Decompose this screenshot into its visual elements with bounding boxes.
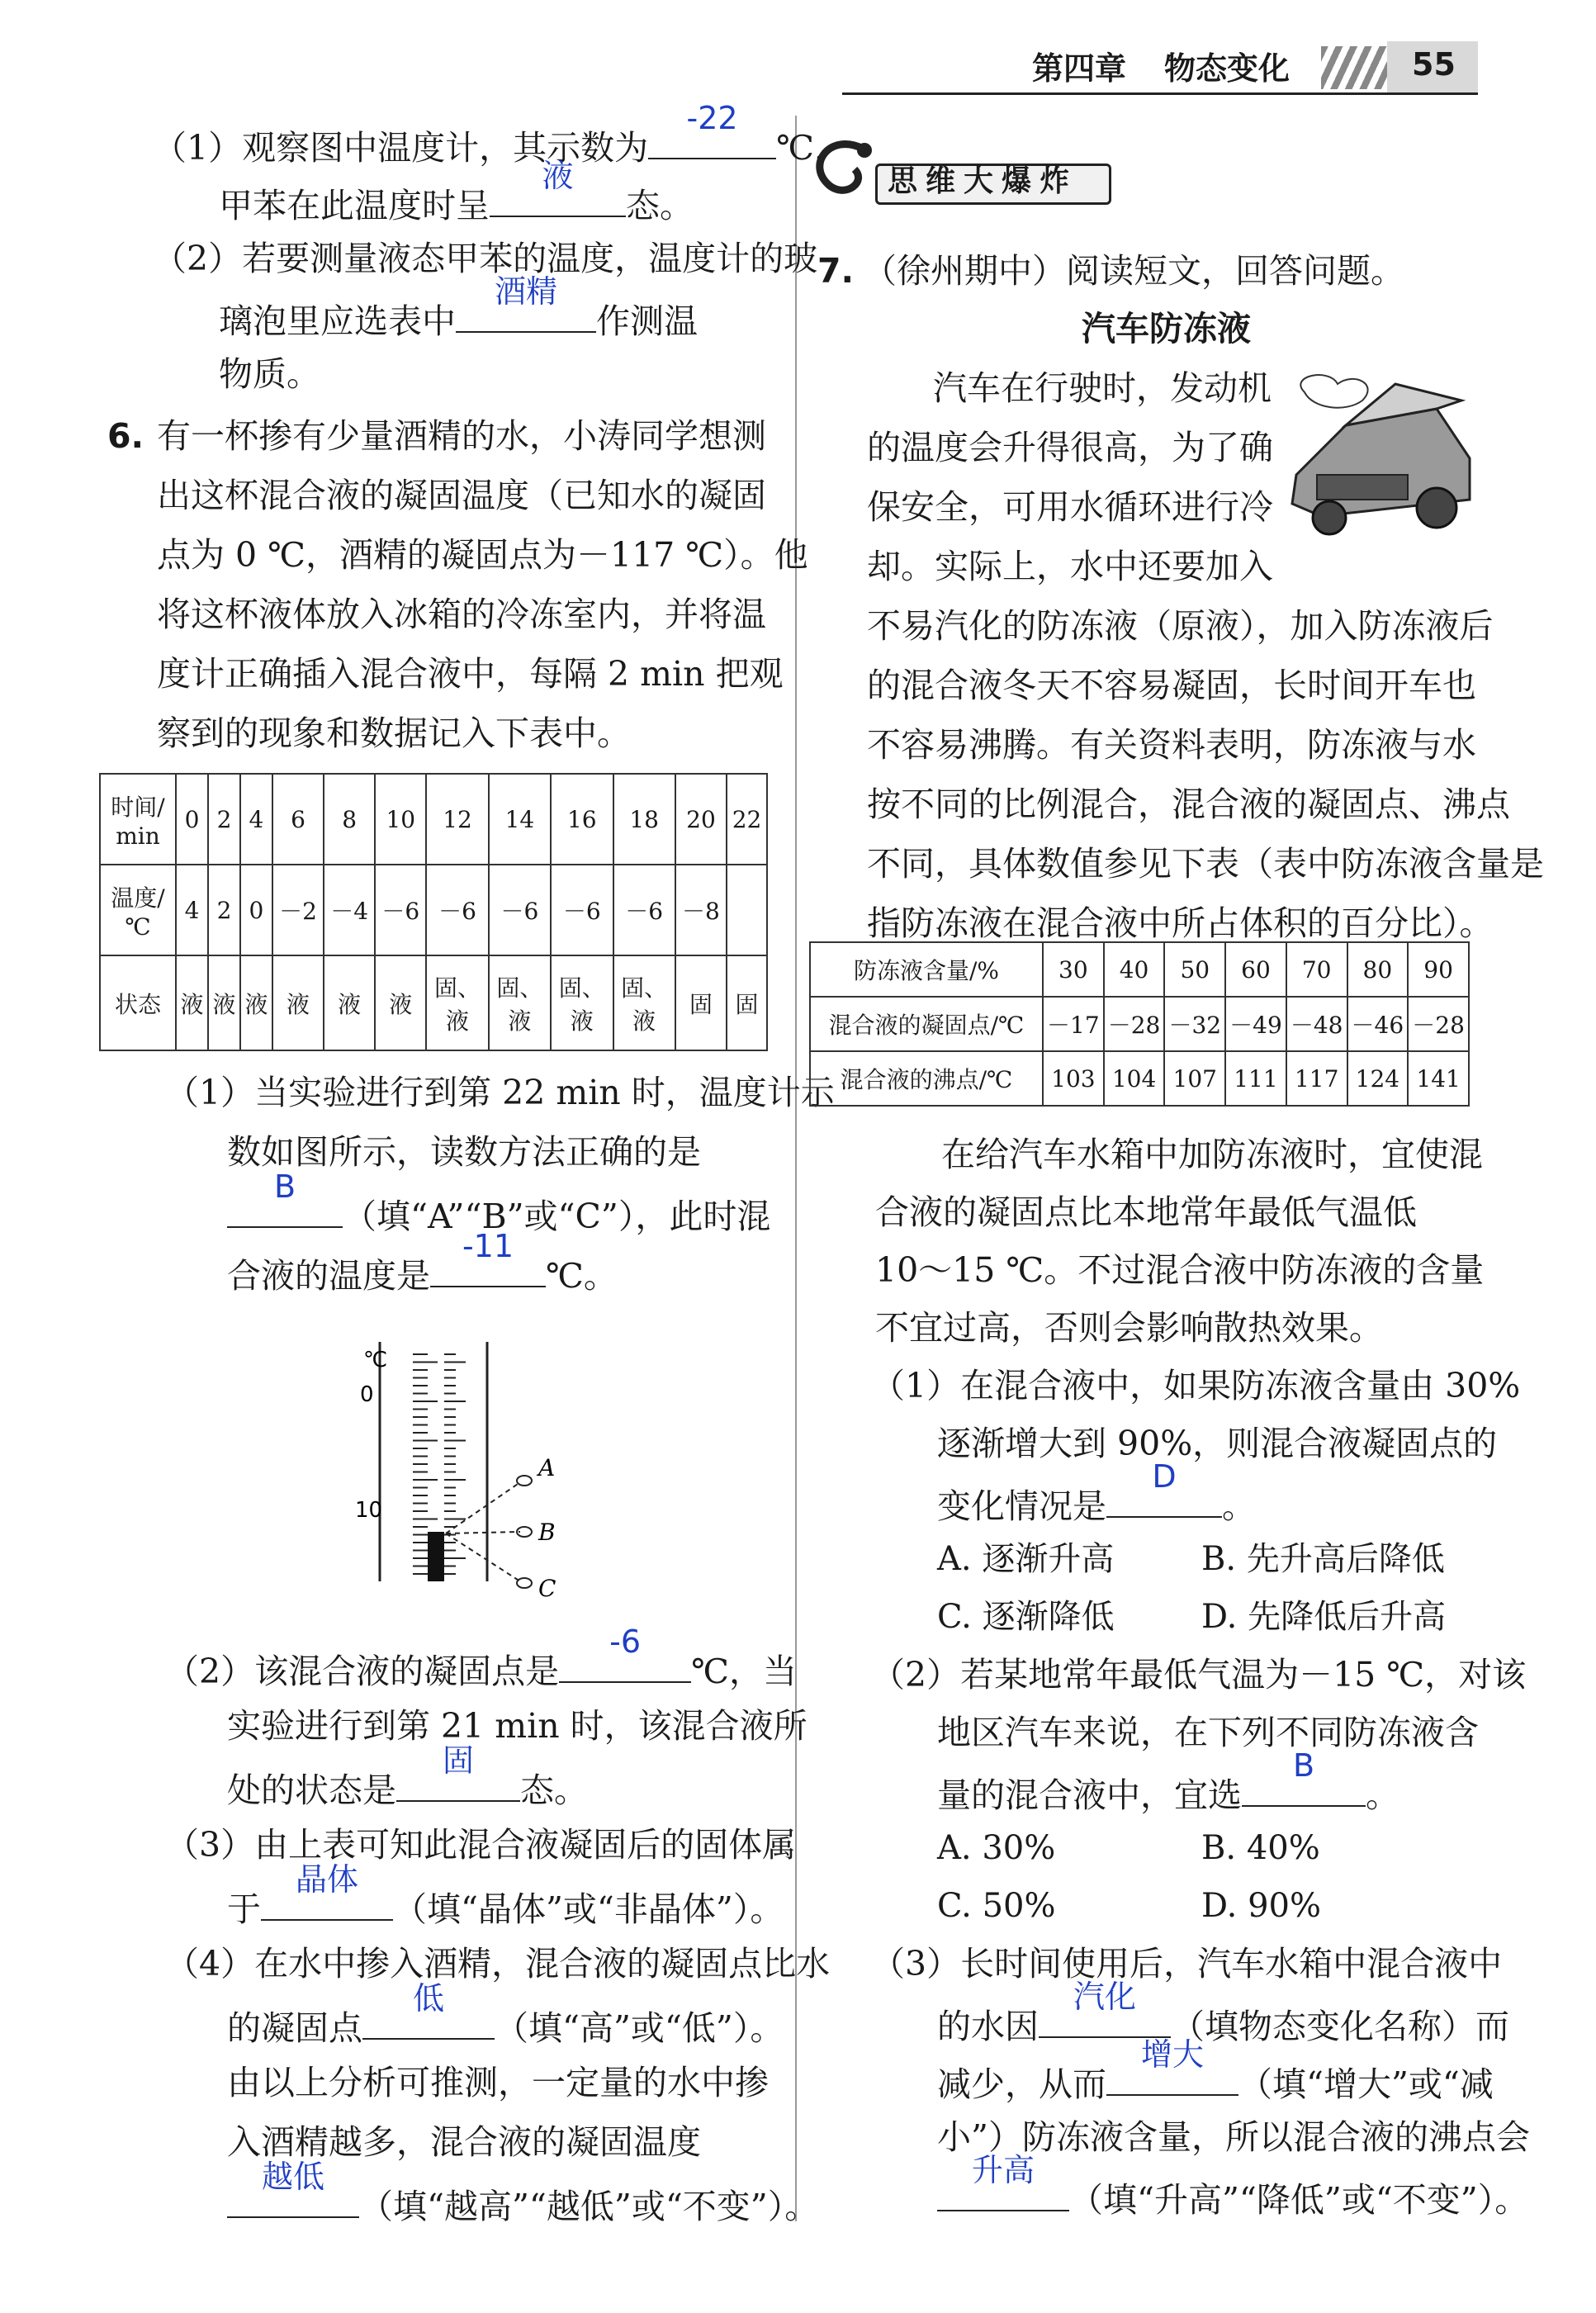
state-cell-1-text-0: 液 xyxy=(212,990,236,1018)
q6-s1-d-text: 合液的温度是 xyxy=(227,1256,430,1296)
table-row xyxy=(100,955,767,1050)
q7-para1-9: 指防冻液在混合液中所占体积的百分比）。 xyxy=(867,903,1494,943)
q5-p1b-line xyxy=(219,158,694,229)
liquid-column xyxy=(428,1532,444,1581)
table-row xyxy=(810,1051,1469,1106)
q7-s1-a: （1）在混合液中，如果防冻液含量由 30% xyxy=(871,1366,1521,1405)
q5-p2b-text: 璃泡里应选表中 xyxy=(219,301,456,341)
state-cell-6-text-1: 液 xyxy=(446,1007,470,1035)
temp-cell-1 xyxy=(208,865,240,955)
state-cell-5 xyxy=(375,955,426,1050)
freeze-cell-5-text-0: －46 xyxy=(1351,1012,1404,1039)
row-label-content xyxy=(810,942,1043,997)
temp-cell-3-text-0: －2 xyxy=(279,898,317,925)
eye-c-icon xyxy=(517,1578,532,1588)
column-divider xyxy=(795,116,797,2221)
q6-s4-b-line xyxy=(227,1980,784,2051)
thermo-unit-label: ℃ xyxy=(363,1348,388,1372)
state-cell-9-text-1: 液 xyxy=(632,1007,656,1035)
q7-para1-6: 不容易沸腾。有关资料表明，防冻液与水 xyxy=(867,725,1476,765)
q7-intro: （徐州期中）阅读短文，回答问题。 xyxy=(863,251,1404,291)
time-cell-1 xyxy=(208,774,240,865)
q6-stem-5: 察到的现象和数据记入下表中。 xyxy=(157,713,631,753)
thermo-label-c: C xyxy=(538,1575,556,1598)
content-cell-4-text-0: 70 xyxy=(1301,955,1332,983)
thermo-label-b: B xyxy=(538,1519,556,1546)
q5-p1-end: ℃， xyxy=(776,128,848,168)
q6-stem-4: 度计正确插入混合液中，每隔 2 min 把观 xyxy=(157,654,784,694)
row-label-temp-text-0: 温度/ xyxy=(111,884,165,912)
q7-s3-a: （3）长时间使用后，汽车水箱中混合液中 xyxy=(871,1944,1503,1984)
banner-text: 思维大爆炸 xyxy=(888,164,1078,198)
q5-p1-text: （1）观察图中温度计，其示数为 xyxy=(153,128,649,168)
row-label-temp xyxy=(100,865,176,955)
q7-s1-option-d[interactable]: D. 先降低后升高 xyxy=(1201,1598,1447,1636)
temp-cell-10-text-0: －8 xyxy=(682,898,720,925)
boil-cell-5-text-0: 124 xyxy=(1355,1064,1400,1093)
time-cell-1-text-0: 2 xyxy=(216,805,232,833)
q7-s1-answer: D xyxy=(1152,1458,1177,1495)
header-underline xyxy=(842,92,1478,95)
q7-s1-option-b[interactable]: B. 先升高后降低 xyxy=(1201,1540,1445,1578)
time-cell-10-text-0: 20 xyxy=(686,805,716,833)
content-cell-5 xyxy=(1347,942,1409,997)
q7-data-table xyxy=(809,941,1470,1107)
q6-s2-c-end: 态。 xyxy=(520,1770,588,1810)
thermo-tick-0-label: 0 xyxy=(360,1382,374,1407)
q6-s2-a-text: （2）该混合液的凝固点是 xyxy=(165,1652,560,1691)
freeze-cell-2 xyxy=(1164,997,1225,1051)
state-cell-7-text-0: 固、 xyxy=(496,974,543,1002)
boil-cell-4 xyxy=(1286,1051,1347,1106)
q6-s4-answer: 低 xyxy=(412,1980,444,2017)
q7-s3-b-end: （填物态变化名称）而 xyxy=(1171,2007,1509,2046)
q6-s1-c-end: （填“A”“B”或“C”），此时混 xyxy=(343,1197,771,1236)
time-cell-7 xyxy=(489,774,551,865)
q5-p1b-end: 态。 xyxy=(626,186,694,225)
q6-s1-d-answer: -11 xyxy=(462,1228,514,1264)
q7-s3-answer: 汽化 xyxy=(1073,1979,1136,2015)
q7-para1-5: 的混合液冬天不容易凝固，长时间开车也 xyxy=(867,666,1476,705)
time-cell-8 xyxy=(551,774,613,865)
content-cell-2-text-0: 50 xyxy=(1180,955,1210,983)
boil-cell-4-text-0: 117 xyxy=(1294,1064,1339,1093)
state-cell-0 xyxy=(176,955,208,1050)
q5-p2c-line: 物质。 xyxy=(219,354,320,394)
table-row xyxy=(810,942,1469,997)
content-cell-1-text-0: 40 xyxy=(1119,955,1149,983)
time-cell-5-text-0: 10 xyxy=(386,805,416,833)
time-cell-2-text-0: 4 xyxy=(249,805,264,833)
q7-s2-option-c[interactable]: C. 50% xyxy=(937,1887,1056,1925)
car-wheel-rear xyxy=(1417,488,1456,528)
boil-cell-0 xyxy=(1043,1051,1104,1106)
time-cell-3 xyxy=(272,774,324,865)
q6-s4-blank[interactable] xyxy=(362,1980,495,2040)
q7-s3-e-answer: 升高 xyxy=(971,2152,1035,2188)
temp-cell-10 xyxy=(675,865,727,955)
q5-p1-blank[interactable] xyxy=(648,100,776,159)
time-cell-6 xyxy=(426,774,488,865)
q6-s4-b-end: （填“高”或“低”）。 xyxy=(495,2008,784,2048)
q7-s3-e-end: （填“升高”“降低”或“不变”）。 xyxy=(1069,2180,1529,2220)
q6-stem-1: 出这杯混合液的凝固温度（已知水的凝固 xyxy=(157,476,766,515)
q7-article-title: 汽车防冻液 xyxy=(1082,309,1251,348)
freeze-cell-4 xyxy=(1286,997,1347,1051)
time-cell-4 xyxy=(324,774,375,865)
q6-s1-b: 数如图所示，读数方法正确的是 xyxy=(227,1132,701,1172)
row-label-temp-text-1: ℃ xyxy=(125,912,151,941)
q7-s3-c-line xyxy=(937,2036,1494,2107)
q7-s2-answer: B xyxy=(1292,1747,1315,1784)
q6-s3-answer: 晶体 xyxy=(295,1861,358,1898)
time-cell-10 xyxy=(675,774,727,865)
boil-cell-2 xyxy=(1164,1051,1225,1106)
q6-s2-c-line xyxy=(227,1742,588,1813)
q7-s1-c-text: 变化情况是 xyxy=(937,1486,1106,1526)
q6-number: 6. xyxy=(107,416,144,456)
q7-s1-option-a[interactable]: A. 逐渐升高 xyxy=(937,1540,1115,1578)
content-cell-6 xyxy=(1408,942,1469,997)
freeze-cell-6 xyxy=(1408,997,1469,1051)
q7-para1-4: 不易汽化的防冻液（原液），加入防冻液后 xyxy=(867,606,1494,646)
q6-s3-b-line xyxy=(227,1861,784,1932)
freeze-cell-0-text-0: －17 xyxy=(1047,1012,1100,1039)
temp-cell-0 xyxy=(176,865,208,955)
q7-s3-c-blank[interactable] xyxy=(1106,2036,1238,2096)
time-cell-3-text-0: 6 xyxy=(291,805,305,833)
q6-s4-d: 入酒精越多，混合液的凝固温度 xyxy=(227,2122,701,2162)
freeze-cell-5 xyxy=(1347,997,1409,1051)
content-cell-3 xyxy=(1225,942,1286,997)
steam-cloud xyxy=(1300,375,1367,408)
q5-p2-line: （2）若要测量液态甲苯的温度，温度计的玻 xyxy=(153,239,818,278)
content-cell-4 xyxy=(1286,942,1347,997)
temp-cell-11 xyxy=(727,865,767,955)
car-illustration xyxy=(1272,367,1478,549)
q6-stem-0: 有一杯掺有少量酒精的水，小涛同学想测 xyxy=(157,416,766,456)
car-grille xyxy=(1317,475,1408,500)
table-row xyxy=(100,865,767,955)
q7-s3-c-end: （填“增大”或“减 xyxy=(1238,2064,1494,2104)
q7-para1-0: 汽车在行驶时，发动机 xyxy=(933,368,1272,408)
content-cell-0-text-0: 30 xyxy=(1058,955,1088,983)
state-cell-10 xyxy=(675,955,727,1050)
row-label-state-text-0: 状态 xyxy=(114,990,161,1018)
table-row xyxy=(810,997,1469,1051)
q7-para1-2: 保安全，可用水循环进行冷 xyxy=(867,487,1273,527)
q7-s2-b: 地区汽车来说，在下列不同防冻液含 xyxy=(937,1713,1479,1752)
boil-cell-5 xyxy=(1347,1051,1409,1106)
boil-cell-6 xyxy=(1408,1051,1469,1106)
q6-s3-b-text: 于 xyxy=(227,1889,261,1929)
q7-number: 7. xyxy=(817,251,855,291)
boil-cell-3 xyxy=(1225,1051,1286,1106)
row-label-state xyxy=(100,955,176,1050)
q6-s4-e-blank[interactable] xyxy=(227,2159,359,2218)
time-cell-7-text-0: 14 xyxy=(504,805,535,833)
q7-s3-c-answer: 增大 xyxy=(1140,2036,1204,2073)
temp-cell-2 xyxy=(240,865,272,955)
content-cell-3-text-0: 60 xyxy=(1241,955,1271,983)
time-cell-9 xyxy=(613,774,675,865)
time-cell-2 xyxy=(240,774,272,865)
q7-s3-c-text: 减少，从而 xyxy=(937,2064,1106,2104)
content-cell-0 xyxy=(1043,942,1104,997)
state-cell-8 xyxy=(551,955,613,1050)
temp-cell-2-text-0: 0 xyxy=(249,896,264,924)
q6-s4-e-end: （填“越高”“越低”或“不变”）。 xyxy=(359,2187,819,2226)
sightline-a xyxy=(446,1482,520,1533)
q6-s1-answer: B xyxy=(273,1168,296,1205)
q7-s3-e-blank[interactable] xyxy=(937,2152,1069,2211)
temp-cell-8 xyxy=(551,865,613,955)
q6-s1-d-line xyxy=(227,1228,618,1299)
state-cell-3 xyxy=(272,955,324,1050)
q7-s1-b: 逐渐增大到 90%，则混合液凝固点的 xyxy=(937,1424,1498,1463)
state-cell-9 xyxy=(613,955,675,1050)
freeze-cell-6-text-0: －28 xyxy=(1412,1012,1465,1039)
temp-cell-6 xyxy=(426,865,488,955)
state-cell-10-text-0: 固 xyxy=(689,990,713,1018)
q6-s2-b: 实验进行到第 21 min 时，该混合液所 xyxy=(227,1706,807,1746)
q6-s1-d-end: ℃。 xyxy=(546,1256,618,1296)
content-cell-5-text-0: 80 xyxy=(1362,955,1393,983)
q7-s3-b-text: 的水因 xyxy=(937,2007,1039,2046)
time-cell-4-text-0: 8 xyxy=(342,805,358,833)
q7-s2-c-line xyxy=(937,1747,1399,1818)
temp-cell-5 xyxy=(375,865,426,955)
temp-cell-4-text-0: －4 xyxy=(330,898,369,925)
state-cell-5-text-0: 液 xyxy=(389,990,413,1018)
q6-s2-c-blank[interactable] xyxy=(396,1742,520,1802)
q6-s4-b-text: 的凝固点 xyxy=(227,2008,362,2048)
q5-p1b-answer: 液 xyxy=(542,158,574,194)
row-label-time-text-1: min xyxy=(116,822,160,850)
q7-para1-1: 的温度会升得很高，为了确 xyxy=(867,428,1273,467)
q7-s2-c-text: 量的混合液中，宜选 xyxy=(937,1775,1242,1815)
row-label-freeze-text-0: 混合液的凝固点/℃ xyxy=(828,1012,1025,1039)
time-cell-6-text-0: 12 xyxy=(443,805,472,833)
banner-swirl-icon xyxy=(805,132,879,206)
row-label-freeze xyxy=(810,997,1043,1051)
boil-cell-0-text-0: 103 xyxy=(1051,1064,1096,1093)
q6-s4-c: 由以上分析可推测，一定量的水中掺 xyxy=(227,2063,769,2102)
page-number: 55 xyxy=(1412,46,1456,83)
q6-s2-answer: -6 xyxy=(609,1623,642,1660)
state-cell-11 xyxy=(727,955,767,1050)
q7-para2-3: 不宜过高，否则会影响散热效果。 xyxy=(875,1308,1383,1348)
q7-s1-option-c[interactable]: C. 逐渐降低 xyxy=(937,1598,1115,1636)
content-cell-2 xyxy=(1164,942,1225,997)
q6-s2-c-answer: 固 xyxy=(442,1742,474,1779)
q7-s2-blank[interactable] xyxy=(1242,1747,1366,1807)
temp-cell-0-text-0: 4 xyxy=(184,896,200,924)
table-row xyxy=(100,774,767,865)
state-cell-8-text-1: 液 xyxy=(570,1007,594,1035)
temp-cell-9-text-0: －6 xyxy=(625,898,664,925)
state-cell-1 xyxy=(208,955,240,1050)
time-cell-8-text-0: 16 xyxy=(566,805,597,833)
q7-s1-blank[interactable] xyxy=(1106,1458,1222,1518)
q6-s4-a: （4）在水中掺入酒精，混合液的凝固点比水 xyxy=(165,1944,831,1984)
q7-s2-c-end: 。 xyxy=(1366,1775,1399,1815)
state-cell-4 xyxy=(324,955,375,1050)
temp-cell-4 xyxy=(324,865,375,955)
q6-s1-d-blank[interactable] xyxy=(430,1228,546,1287)
row-label-time xyxy=(100,774,176,865)
q7-para2-1: 合液的凝固点比本地常年最低气温低 xyxy=(875,1192,1417,1232)
q5-p2b-line xyxy=(219,273,698,344)
header-stripes xyxy=(1321,46,1387,89)
thermo-tick-10-label: 10 xyxy=(355,1498,383,1523)
temp-cell-7-text-0: －6 xyxy=(500,898,539,925)
content-cell-6-text-0: 90 xyxy=(1423,955,1453,983)
freeze-cell-3-text-0: －49 xyxy=(1229,1012,1282,1039)
freeze-cell-0 xyxy=(1043,997,1104,1051)
thermometer-figure xyxy=(355,1334,586,1598)
state-cell-6 xyxy=(426,955,488,1050)
car-wheel-front xyxy=(1313,501,1346,534)
state-cell-6-text-0: 固、 xyxy=(434,974,481,1002)
content-cell-1 xyxy=(1104,942,1165,997)
q7-para1-3: 却。实际上，水中还要加入 xyxy=(867,547,1273,586)
sightline-b xyxy=(446,1532,520,1533)
state-cell-2 xyxy=(240,955,272,1050)
q6-s2-blank[interactable] xyxy=(559,1623,691,1683)
state-cell-4-text-0: 液 xyxy=(338,990,362,1018)
boil-cell-1 xyxy=(1104,1051,1165,1106)
q6-s3-a: （3）由上表可知此混合液凝固后的固体属 xyxy=(165,1825,797,1865)
q5-p2b-end: 作测温 xyxy=(596,301,698,341)
q7-s2-option-b[interactable]: B. 40% xyxy=(1201,1829,1320,1867)
q7-s2-a: （2）若某地常年最低气温为－15 ℃，对该 xyxy=(871,1655,1527,1694)
q6-s1-blank[interactable] xyxy=(227,1168,343,1228)
temp-cell-9 xyxy=(613,865,675,955)
boil-cell-2-text-0: 107 xyxy=(1172,1064,1217,1093)
time-cell-5 xyxy=(375,774,426,865)
q5-p1b-text: 甲苯在此温度时呈 xyxy=(219,186,490,225)
state-cell-7 xyxy=(489,955,551,1050)
freeze-cell-2-text-0: －32 xyxy=(1168,1012,1222,1039)
chapter-title: 物态变化 xyxy=(1164,50,1291,87)
freeze-cell-1-text-0: －28 xyxy=(1107,1012,1161,1039)
freeze-cell-4-text-0: －48 xyxy=(1290,1012,1343,1039)
time-cell-11-text-0: 22 xyxy=(732,805,762,833)
q5-p2b-blank[interactable] xyxy=(456,273,596,333)
q5-p1-answer: -22 xyxy=(686,100,738,136)
q7-para1-8: 不同，具体数值参见下表（表中防冻液含量是 xyxy=(867,844,1544,884)
q7-s3-d: 小”）防冻液含量，所以混合液的沸点会 xyxy=(937,2117,1530,2157)
boil-cell-3-text-0: 111 xyxy=(1234,1064,1278,1093)
q5-p1b-blank[interactable] xyxy=(490,158,626,217)
q6-s2-c-text: 处的状态是 xyxy=(227,1770,396,1810)
thermo-label-a: A xyxy=(538,1454,556,1481)
row-label-boil-text-0: 混合液的沸点/℃ xyxy=(840,1066,1013,1093)
q7-para2-0: 在给汽车水箱中加防冻液时，宜使混 xyxy=(941,1135,1483,1174)
state-cell-0-text-0: 液 xyxy=(180,990,204,1018)
time-cell-11 xyxy=(727,774,767,865)
temp-cell-6-text-0: －6 xyxy=(438,898,476,925)
row-label-boil xyxy=(810,1051,1043,1106)
state-cell-2-text-0: 液 xyxy=(244,990,268,1018)
temp-cell-5-text-0: －6 xyxy=(381,898,420,925)
boil-cell-1-text-0: 104 xyxy=(1111,1064,1157,1093)
q6-s2-a-line xyxy=(165,1623,797,1694)
q7-s1-c-line xyxy=(937,1458,1256,1529)
eye-a-icon xyxy=(517,1476,532,1486)
time-cell-0 xyxy=(176,774,208,865)
q5-p2b-answer: 酒精 xyxy=(494,273,557,310)
q7-para1-7: 按不同的比例混合，混合液的凝固点、沸点 xyxy=(867,784,1510,824)
temp-cell-1-text-0: 2 xyxy=(216,896,232,924)
time-cell-9-text-0: 18 xyxy=(629,805,659,833)
q6-stem-2: 点为 0 ℃，酒精的凝固点为－117 ℃）。他 xyxy=(157,535,808,575)
chapter-label: 第四章 xyxy=(1032,50,1127,87)
freeze-cell-3 xyxy=(1225,997,1286,1051)
q6-data-table xyxy=(99,773,768,1051)
q6-s2-a-end: ℃，当 xyxy=(691,1652,797,1691)
row-label-time-text-0: 时间/ xyxy=(111,793,165,821)
state-cell-7-text-1: 液 xyxy=(508,1007,532,1035)
q7-s3-e-line xyxy=(937,2152,1529,2223)
q7-para2-2: 10～15 ℃。不过混合液中防冻液的含量 xyxy=(875,1250,1485,1290)
q6-s3-blank[interactable] xyxy=(261,1861,393,1921)
q6-s4-e-line xyxy=(227,2159,819,2230)
boil-cell-6-text-0: 141 xyxy=(1416,1064,1461,1093)
state-cell-9-text-0: 固、 xyxy=(621,974,668,1002)
q6-s3-b-end: （填“晶体”或“非晶体”）。 xyxy=(393,1889,784,1929)
q7-s2-option-a[interactable]: A. 30% xyxy=(937,1829,1056,1867)
temp-cell-3 xyxy=(272,865,324,955)
q6-s1-a: （1）当实验进行到第 22 min 时，温度计示 xyxy=(165,1073,835,1112)
freeze-cell-1 xyxy=(1104,997,1165,1051)
state-cell-8-text-0: 固、 xyxy=(558,974,605,1002)
temp-cell-7 xyxy=(489,865,551,955)
state-cell-11-text-0: 固 xyxy=(735,990,759,1018)
temp-cell-8-text-0: －6 xyxy=(562,898,601,925)
q6-stem-3: 将这杯液体放入冰箱的冷冻室内，并将温 xyxy=(157,595,766,634)
q6-s4-e-answer: 越低 xyxy=(261,2159,324,2195)
q7-s1-c-end: 。 xyxy=(1222,1486,1256,1526)
row-label-content-text-0: 防冻液含量/% xyxy=(853,957,1000,984)
q7-s2-option-d[interactable]: D. 90% xyxy=(1201,1887,1321,1925)
state-cell-3-text-0: 液 xyxy=(287,990,310,1018)
time-cell-0-text-0: 0 xyxy=(184,805,200,833)
